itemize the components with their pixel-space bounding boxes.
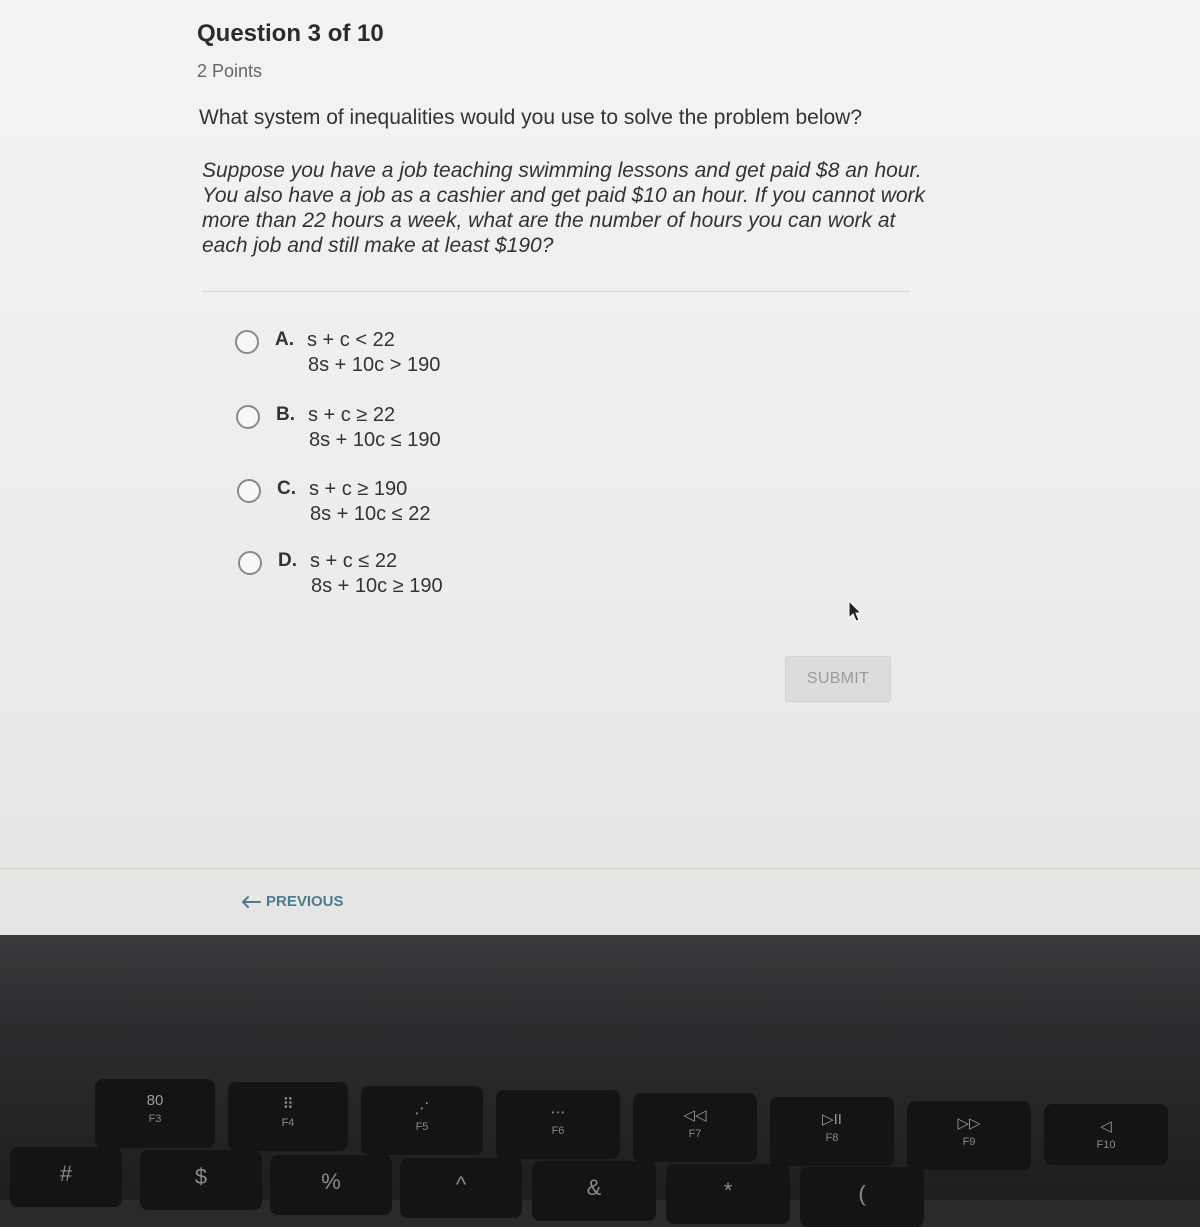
answer-option-a[interactable] [235, 328, 440, 378]
scenario-line: You also have a job as a cashier and get paid $10 an hour. If you cannot work [202, 184, 926, 207]
option-line-2: 8s + 10c ≥ 190 [311, 575, 443, 597]
problem-scenario [202, 158, 926, 258]
footer-divider [0, 868, 1200, 869]
option-text [309, 477, 431, 527]
key-f7[interactable]: ◁◁ F7 [633, 1092, 757, 1162]
option-text [308, 403, 441, 453]
laptop-keyboard [0, 935, 1200, 1206]
key-paren[interactable]: ( [800, 1167, 924, 1227]
key-ampersand[interactable]: & [532, 1161, 656, 1221]
option-letter: B. [276, 404, 295, 425]
scenario-line: more than 22 hours a week, what are the number of hours you can work at [202, 209, 896, 232]
key-dollar[interactable]: $ [140, 1150, 262, 1210]
option-line-1: s + c < 22 [307, 329, 395, 351]
key-f5[interactable]: ⋰ F5 [361, 1085, 483, 1155]
question-header: Question 3 of 10 [197, 20, 384, 47]
submit-button[interactable]: SUBMIT [785, 656, 891, 702]
key-percent[interactable]: % [270, 1155, 392, 1215]
previous-button[interactable] [240, 893, 344, 910]
question-prompt: What system of inequalities would you use to solve the problem below? [199, 106, 863, 129]
option-text [310, 549, 443, 599]
divider [202, 291, 910, 292]
radio-button[interactable] [235, 330, 259, 354]
option-letter: D. [278, 550, 297, 571]
arrow-left-icon [240, 895, 262, 909]
option-line-2: 8s + 10c > 190 [308, 354, 441, 376]
key-caret[interactable]: ^ [400, 1158, 522, 1218]
previous-label: PREVIOUS [266, 893, 344, 910]
question-points: 2 Points [197, 61, 263, 81]
option-line-1: s + c ≤ 22 [310, 550, 398, 572]
option-line-1: s + c ≥ 22 [308, 404, 396, 426]
key-hash[interactable]: # [10, 1147, 122, 1207]
answer-option-d[interactable] [238, 549, 443, 599]
scenario-line: each job and still make at least $190? [202, 234, 554, 257]
key-asterisk[interactable]: * [666, 1164, 790, 1224]
key-f8[interactable]: ▷II F8 [770, 1096, 894, 1166]
scenario-line: Suppose you have a job teaching swimming lessons and get paid $8 an hour. [202, 159, 922, 182]
key-f6[interactable]: ⋯ F6 [496, 1089, 620, 1159]
key-f4[interactable]: ⠿ F4 [228, 1081, 348, 1151]
radio-button[interactable] [238, 551, 262, 575]
answer-option-c[interactable] [237, 477, 431, 527]
mouse-cursor-icon [848, 600, 864, 624]
answer-option-b[interactable] [236, 403, 441, 453]
key-f10[interactable]: ◁ F10 [1044, 1103, 1168, 1165]
option-text [307, 328, 440, 378]
option-letter: A. [275, 329, 294, 350]
option-line-2: 8s + 10c ≤ 22 [310, 503, 431, 525]
option-line-1: s + c ≥ 190 [309, 478, 408, 500]
option-letter: C. [277, 478, 296, 499]
radio-button[interactable] [236, 405, 260, 429]
key-f3[interactable]: 80 F3 [95, 1078, 215, 1148]
option-line-2: 8s + 10c ≤ 190 [309, 429, 441, 451]
key-f9[interactable]: ▷▷ F9 [907, 1100, 1031, 1170]
radio-button[interactable] [237, 479, 261, 503]
